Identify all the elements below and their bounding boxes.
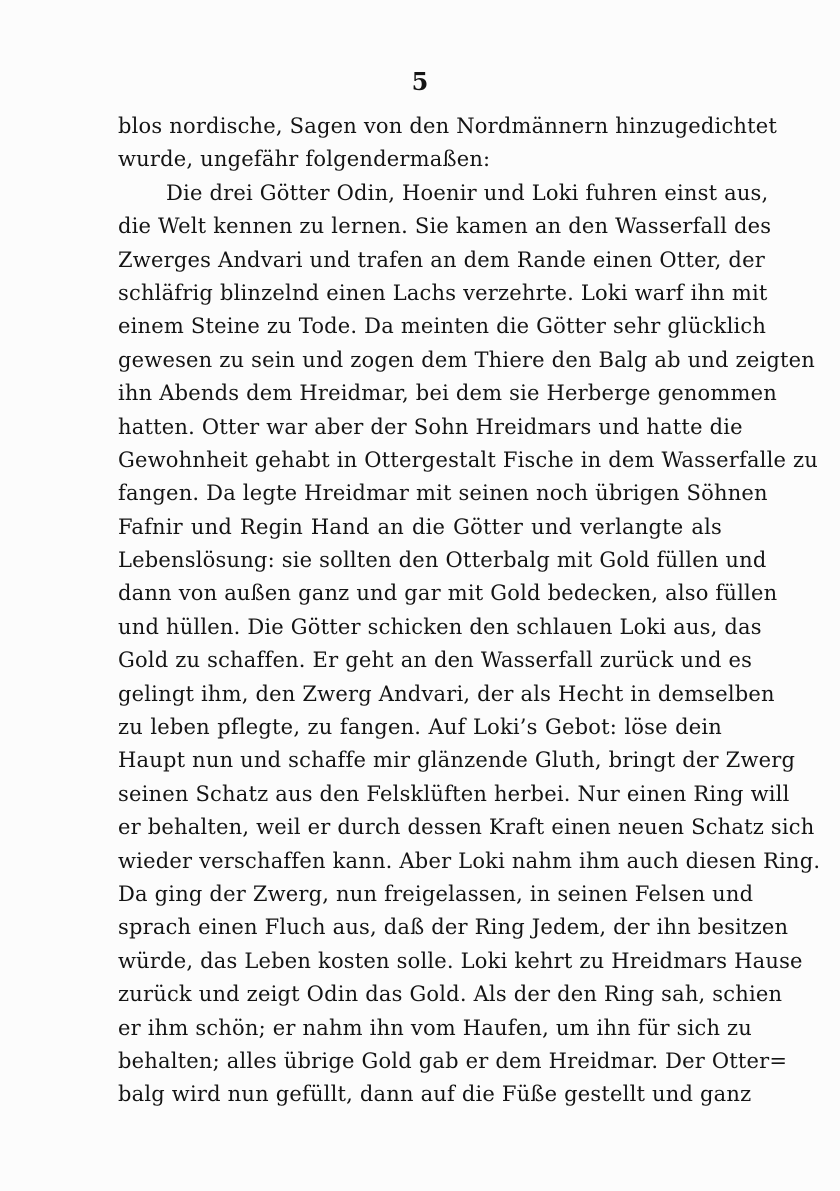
text-line: blos nordische, Sagen von den Nordmännern hinzugedichtet bbox=[118, 114, 778, 138]
text-line: Lebenslösung: sie sollten den Otterbalg mit Gold füllen und bbox=[118, 548, 767, 573]
text-line: die Welt kennen zu lernen. Sie kamen an den Wasserfall des bbox=[118, 214, 772, 239]
text-line: gelingt ihm, den Zwerg Andvari, der als Hecht in demselben bbox=[118, 681, 775, 706]
text-line: Da ging der Zwerg, nun freigelassen, in seinen Felsen und bbox=[118, 881, 754, 906]
text-line: gewesen zu sein und zogen dem Thiere den Balg ab und zeigten bbox=[118, 347, 815, 372]
text-line: zu leben pflegte, zu fangen. Auf Loki’s Gebot: löse dein bbox=[118, 715, 722, 740]
text-line: wieder verschaffen kann. Aber Loki nahm ihm auch diesen Ring. bbox=[118, 848, 821, 873]
text-line: er ihm schön; er nahm ihn vom Haufen, um ihn für sich zu bbox=[118, 1015, 753, 1040]
text-line: hatten. Otter war aber der Sohn Hreidmars und hatte die bbox=[118, 414, 743, 439]
text-line: Zwerges Andvari und trafen an dem Rande einen Otter, der bbox=[118, 247, 765, 272]
text-line: schläfrig blinzelnd einen Lachs verzehrte. Loki warf ihn mit bbox=[118, 280, 768, 305]
text-line: balg wird nun gefüllt, dann auf die Füße gestellt und ganz bbox=[118, 1082, 752, 1107]
text-line: dann von außen ganz und gar mit Gold bedecken, also füllen bbox=[118, 581, 778, 606]
text-line: wurde, ungefähr folgendermaßen: bbox=[118, 147, 491, 172]
text-line: er behalten, weil er durch dessen Kraft einen neuen Schatz sich bbox=[118, 815, 815, 840]
text-line: zurück und zeigt Odin das Gold. Als der den Ring sah, schien bbox=[118, 982, 783, 1007]
text-line: Haupt nun und schaffe mir glänzende Gluth, bringt der Zwerg bbox=[118, 748, 796, 773]
text-line: sprach einen Fluch aus, daß der Ring Jedem, der ihn besitzen bbox=[118, 915, 789, 940]
text-line: Fafnir und Regin Hand an die Götter und verlangte als bbox=[118, 514, 722, 539]
text-line: würde, das Leben kosten solle. Loki kehrt zu Hreidmars Hause bbox=[118, 948, 803, 973]
text-line: Gold zu schaffen. Er geht an den Wasserfall zurück und es bbox=[118, 648, 753, 673]
text-line: seinen Schatz aus den Felsklüften herbei. Nur einen Ring will bbox=[118, 781, 790, 806]
paragraph-start-line: Die drei Götter Odin, Hoenir und Loki fuhren einst aus, bbox=[166, 180, 769, 205]
text-line: fangen. Da legte Hreidmar mit seinen noch übrigen Söhnen bbox=[118, 481, 768, 506]
text-line: einem Steine zu Tode. Da meinten die Götter sehr glücklich bbox=[118, 314, 767, 339]
text-line: behalten; alles übrige Gold gab er dem Hreidmar. Der Otter= bbox=[118, 1048, 788, 1073]
body-text bbox=[118, 110, 821, 1112]
page-number: 5 bbox=[411, 67, 429, 96]
text-line: Gewohnheit gehabt in Ottergestalt Fische in dem Wasserfalle zu bbox=[118, 447, 818, 472]
text-line: und hüllen. Die Götter schicken den schlauen Loki aus, das bbox=[118, 614, 762, 639]
text-line: ihn Abends dem Hreidmar, bei dem sie Herberge genommen bbox=[118, 381, 777, 406]
